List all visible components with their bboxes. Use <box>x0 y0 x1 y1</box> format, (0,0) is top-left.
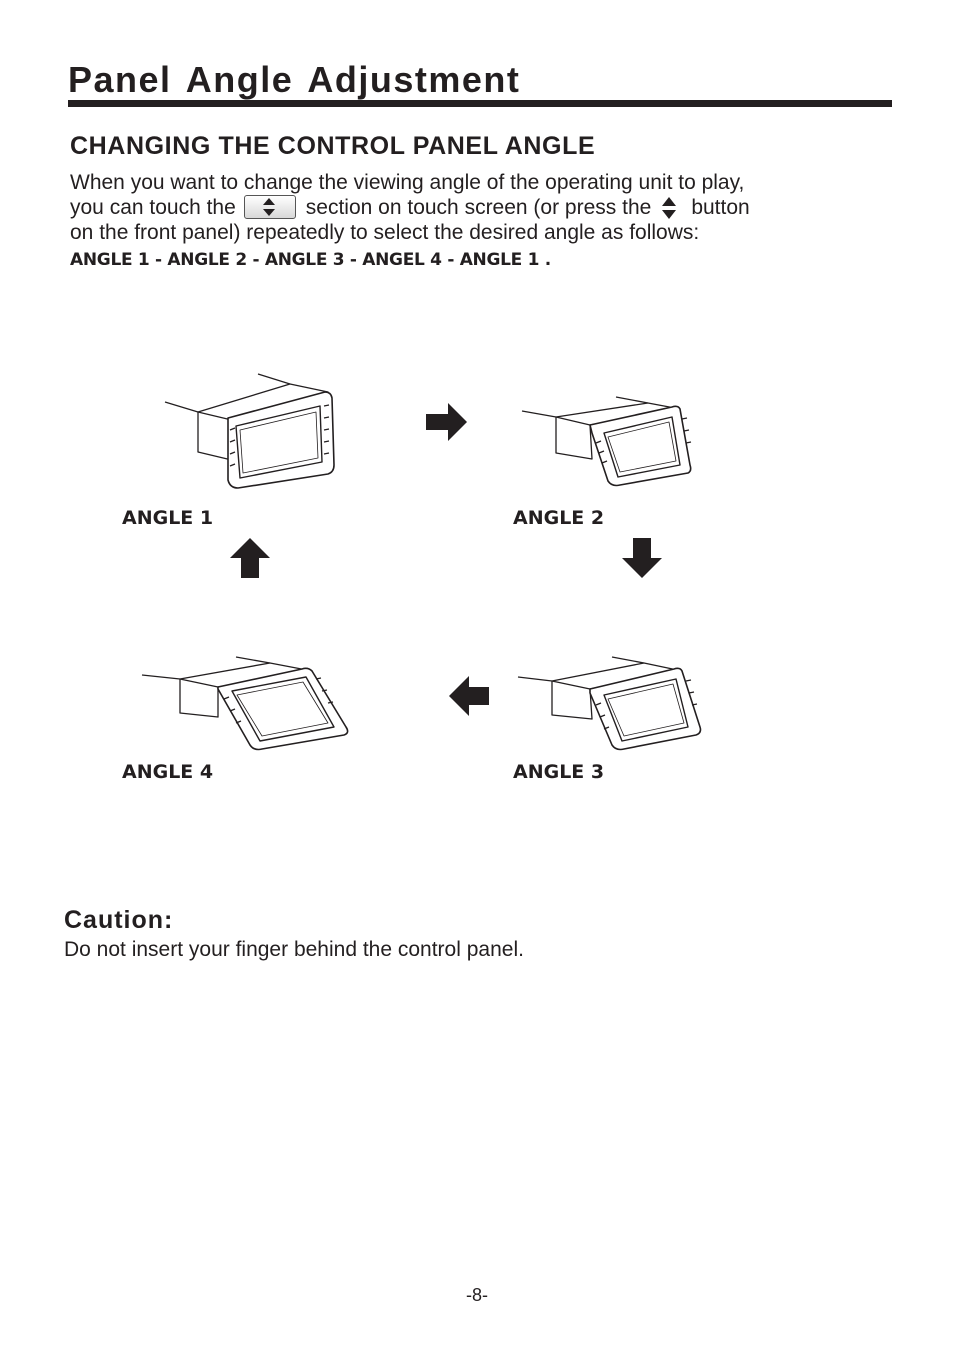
body-line-2-middle: section on touch screen (or press the <box>305 196 652 219</box>
body-line-2 <box>70 195 750 220</box>
section-heading: CHANGING THE CONTROL PANEL ANGLE <box>70 132 596 160</box>
arrow-right-icon <box>426 403 468 441</box>
angle-3-label: ANGLE 3 <box>513 761 605 783</box>
caution-heading: Caution: <box>64 906 174 934</box>
angle-2-label: ANGLE 2 <box>513 507 605 529</box>
body-line-1: When you want to change the viewing angle of the operating unit to play, <box>70 171 745 194</box>
angle-4-label: ANGLE 4 <box>122 761 214 783</box>
device-angle-1 <box>160 370 340 495</box>
up-down-arrow-icon <box>661 197 677 219</box>
arrow-down-icon <box>622 538 662 578</box>
device-angle-4 <box>140 655 355 755</box>
arrow-left-icon <box>449 676 489 716</box>
body-line-2-before: you can touch the <box>70 196 236 219</box>
angle-1-label: ANGLE 1 <box>122 507 214 529</box>
angle-sequence: ANGLE 1 - ANGLE 2 - ANGLE 3 - ANGEL 4 - ANGLE 1 . <box>70 250 551 270</box>
device-angle-2 <box>520 395 700 495</box>
page-title: Panel Angle Adjustment <box>68 59 521 100</box>
arrow-up-icon <box>230 538 270 578</box>
body-line-3: on the front panel) repeatedly to select the desired angle as follows: <box>70 221 700 244</box>
page-number: -8- <box>466 1285 488 1305</box>
device-angle-3 <box>516 655 706 755</box>
body-line-2-after: button <box>691 196 750 219</box>
caution-text: Do not insert your finger behind the control panel. <box>64 938 524 961</box>
title-rule <box>68 100 892 107</box>
up-down-button-icon <box>244 195 296 219</box>
